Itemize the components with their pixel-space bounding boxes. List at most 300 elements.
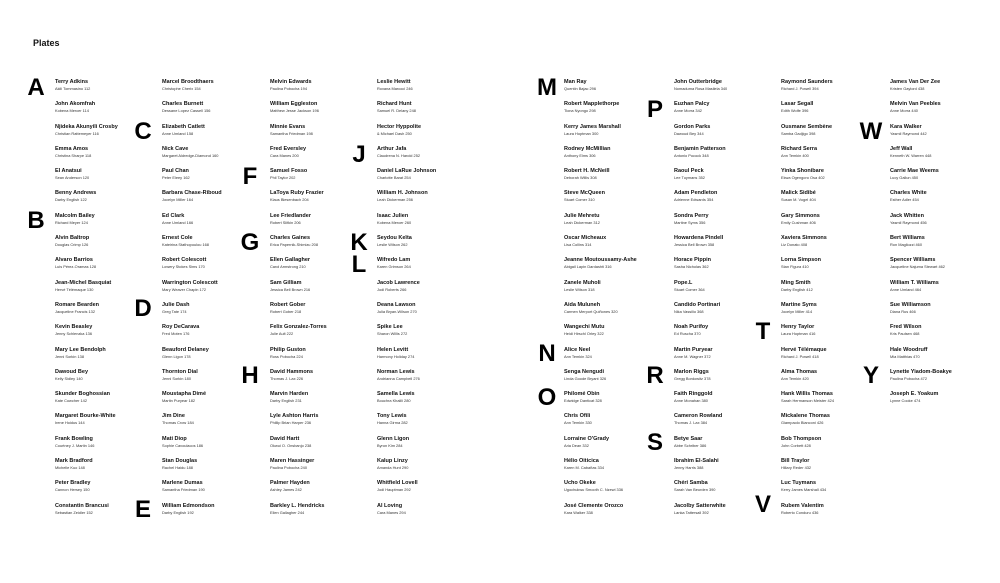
artist-name: Stan Douglas [162, 458, 198, 465]
artist-name: Jack Whitten [890, 212, 924, 219]
artist-name: Palmer Hayden [270, 480, 310, 487]
artist-name: Julie Mehretu [564, 212, 600, 219]
author-page: Ugochukwu Smooth C. Nzewi 336 [564, 487, 624, 493]
index-entry [377, 101, 477, 123]
index-entry [564, 124, 664, 146]
artist-name: William H. Johnson [377, 190, 428, 197]
index-entry [270, 101, 370, 123]
section-letter: E [134, 496, 151, 523]
author-page: Kerry James Marshall 434 [781, 487, 827, 493]
author-page: Rachel Haidu 188 [162, 465, 193, 471]
author-page: Jenny Harris 388 [674, 465, 704, 471]
section-letter: P [646, 96, 663, 123]
artist-name: Constantin Brancusi [55, 502, 109, 509]
author-page: Phillip Brian Harper 236 [270, 420, 312, 426]
artist-name: Rubem Valentim [781, 502, 824, 509]
author-page: Anne Monahan 380 [674, 398, 708, 404]
artist-name: Betye Saar [674, 435, 703, 442]
author-page: Kara Walker 338 [564, 509, 593, 515]
artist-name: Kevin Beasley [55, 324, 93, 331]
index-entry [55, 190, 155, 212]
author-page: Giampaolo Bianconi 426 [781, 420, 824, 426]
artist-name: Álvaro Barrios [55, 257, 93, 264]
artist-name: Noah Purifoy [674, 324, 709, 331]
index-entry [162, 124, 262, 146]
author-page: Matthew Jesse Jackson 196 [270, 108, 319, 114]
artist-name: Raymond Saunders [781, 79, 833, 85]
author-page: Sean Anderson 120 [55, 175, 90, 181]
author-page: Nika Vassilio 368 [674, 308, 704, 314]
artist-name: Felix Gonzalez-Torres [270, 324, 327, 331]
artist-name: Moustapha Dimé [162, 391, 207, 398]
index-entry [890, 190, 990, 212]
index-entry [55, 458, 155, 480]
artist-name: John Akomfrah [55, 101, 96, 108]
index-entry [377, 146, 477, 168]
author-page: Irene Hoidus 144 [55, 420, 85, 426]
index-entry [674, 391, 774, 413]
author-page: Charlotte Barat 254 [377, 175, 411, 181]
author-page: Kristen Gaylord 438 [890, 86, 925, 91]
author-page: Ron Magliozzi 460 [890, 242, 923, 248]
artist-name: Howardena Pindell [674, 235, 724, 242]
index-entry [55, 213, 155, 235]
author-page: Ross Pobocha 224 [270, 353, 303, 359]
artist-name: Paul Chan [162, 168, 189, 175]
index-entry [270, 413, 370, 435]
artist-name: Kerry James Marshall [564, 123, 621, 130]
artist-name: Richard Hunt [377, 101, 412, 108]
artist-name: Lyle Ashton Harris [270, 413, 319, 420]
section-letter: M [537, 74, 557, 101]
index-entry [674, 124, 774, 146]
artist-name: Ernest Cole [162, 235, 193, 242]
index-entry [890, 101, 990, 123]
artist-name: Hector Hyppolite [377, 123, 422, 130]
artist-name: Wangechi Mutu [564, 324, 605, 331]
index-column [781, 79, 881, 525]
index-entry [377, 213, 477, 235]
index-entry [781, 324, 881, 346]
section-letter: F [242, 163, 258, 190]
author-page: Ekwa Ogengoro Osa 402 [781, 175, 825, 181]
author-page: Kris Paulsen 468 [890, 331, 920, 337]
index-entry [270, 458, 370, 480]
author-page: Samantha Friedman 198 [270, 130, 313, 136]
index-entry [55, 436, 155, 458]
index-entry [674, 235, 774, 257]
artist-name: Warrington Colescott [162, 279, 218, 286]
index-entry [270, 324, 370, 346]
index-entry [564, 458, 664, 480]
artist-name: Oscar Micheaux [564, 235, 607, 242]
author-page: John Corbett 428 [781, 442, 811, 448]
artist-name: Robert Colescott [162, 257, 207, 264]
author-page: Sarah Hermanson Meister 424 [781, 398, 834, 404]
artist-name: Lorna Simpson [781, 257, 822, 264]
artist-name: Hank Willis Thomas [781, 391, 833, 398]
author-page: Richard J. Powell 418 [781, 353, 819, 359]
author-page: Robert Gober 218 [270, 308, 302, 314]
index-column [564, 79, 664, 525]
author-page: Thomas Crow 184 [162, 420, 194, 426]
artist-name: Lasar Segall [781, 101, 814, 108]
author-page: Jocelyn Miller 414 [781, 308, 813, 314]
section-letter: Y [862, 362, 879, 389]
author-page: Stuart Comer 364 [674, 286, 705, 292]
index-entry [377, 280, 477, 302]
author-page: Diana Rus 466 [890, 308, 916, 314]
artist-name: Seydou Keïta [377, 235, 412, 242]
index-entry [270, 190, 370, 212]
artist-name: Fred Eversley [270, 145, 307, 152]
artist-name: Marcel Broodthaers [162, 79, 214, 85]
author-page: Carol Armstrong 210 [270, 264, 306, 270]
index-entry [377, 235, 477, 257]
artist-name: Faith Ringgold [674, 391, 713, 398]
artist-name: Frank Bowling [55, 435, 93, 442]
author-page: Abigail Lapin Dardashti 316 [564, 264, 612, 270]
artist-name: Rodney McMillian [564, 145, 611, 152]
artist-name: Malick Sidibé [781, 190, 816, 197]
author-page: Yasmil Raymond 442 [890, 130, 927, 136]
index-entry [890, 235, 990, 257]
artist-name: Robert Gober [270, 301, 306, 308]
author-page: Adrienne Edwards 354 [674, 197, 714, 203]
artist-name: Charles Gaines [270, 235, 311, 242]
artist-name: Julie Dash [162, 301, 190, 308]
author-page: Leslie Wilson 262 [377, 242, 408, 248]
index-entry [564, 324, 664, 346]
artist-name: Luc Tuymans [781, 480, 817, 487]
index-entry [55, 79, 155, 101]
artist-name: Glenn Ligon [377, 435, 410, 442]
index-entry [377, 347, 477, 369]
index-entry [564, 213, 664, 235]
index-entry [890, 168, 990, 190]
author-page: Ellen Gallagher 244 [270, 509, 305, 515]
index-entry [674, 168, 774, 190]
author-page: Edwidge Danticat 328 [564, 398, 602, 404]
index-entry [377, 503, 477, 525]
index-entry [781, 190, 881, 212]
artist-name: Dawoud Bey [55, 368, 89, 375]
artist-name: Ming Smith [781, 279, 811, 286]
artist-name: Peter Bradley [55, 480, 91, 487]
index-entry [564, 190, 664, 212]
index-entry [270, 503, 370, 525]
author-page: Mary Weaver Chapin 172 [162, 286, 207, 292]
index-entry [781, 213, 881, 235]
artist-name: Roy DeCarava [162, 324, 200, 331]
author-page: Ed Ruscha 370 [674, 331, 701, 337]
artist-name: Martine Syms [781, 301, 817, 308]
index-entry [270, 391, 370, 413]
index-entry [55, 146, 155, 168]
index-entry [55, 324, 155, 346]
author-page: Leslie Wilson 318 [564, 286, 595, 292]
index-entry [674, 190, 774, 212]
author-page: Anne Morra 440 [890, 108, 918, 114]
author-page: Kobena Mercer 260 [377, 219, 412, 225]
index-entry [781, 480, 881, 502]
index-entry [55, 391, 155, 413]
index-entry [377, 168, 477, 190]
author-page: Darby English 192 [162, 509, 194, 515]
index-entry [162, 458, 262, 480]
artist-name: Alice Neel [564, 346, 591, 353]
section-letter: T [755, 318, 771, 345]
author-page: Yasmil Raymond 456 [890, 219, 927, 225]
artist-name: Barbara Chase-Riboud [162, 190, 222, 197]
index-entry [781, 413, 881, 435]
artist-name: Lynette Yiadom-Boakye [890, 368, 952, 375]
index-entry [55, 347, 155, 369]
author-page: & Michael Dash 250 [377, 130, 412, 136]
artist-name: Deana Lawson [377, 301, 416, 308]
section-letter: H [241, 362, 259, 389]
author-page: Susan M. Vogel 404 [781, 197, 816, 203]
index-entry [377, 369, 477, 391]
index-entry [674, 257, 774, 279]
index-entry [890, 347, 990, 369]
section-letter: B [27, 207, 45, 234]
author-page: Jacqueline Najuma Stewart 462 [890, 264, 945, 270]
index-entry [377, 257, 477, 279]
index-entry [564, 168, 664, 190]
index-entry [564, 280, 664, 302]
author-page: Hillary Reder 432 [781, 465, 812, 471]
artist-name: Ellen Gallagher [270, 257, 311, 264]
author-page: Kobena Mercer 114 [55, 108, 89, 114]
index-entry [162, 324, 262, 346]
artist-name: Lorraine O'Grady [564, 435, 610, 442]
section-letter: S [646, 429, 663, 456]
author-page: Samantha Friedman 190 [162, 487, 205, 493]
artist-name: Zanele Muholi [564, 279, 601, 286]
artist-name: Norman Lewis [377, 368, 415, 375]
index-entry [890, 257, 990, 279]
index-entry [890, 124, 990, 146]
index-entry [890, 79, 990, 101]
author-page: Okwui O. Onsbanjo 238 [270, 442, 312, 448]
artist-name: Chéri Samba [674, 480, 708, 487]
index-entry [564, 257, 664, 279]
index-entry [674, 146, 774, 168]
index-entry [564, 235, 664, 257]
artist-name: Leslie Hewitt [377, 79, 411, 85]
index-entry [781, 146, 881, 168]
author-page: Dessane Lopez Cassell 156 [162, 108, 211, 114]
section-letter: C [134, 118, 152, 145]
index-entry [55, 413, 155, 435]
index-entry [162, 79, 262, 101]
index-entry [377, 436, 477, 458]
index-entry [674, 347, 774, 369]
index-entry [270, 280, 370, 302]
artist-name: Ousmane Sembène [781, 123, 833, 130]
index-entry [890, 391, 990, 413]
artist-name: Charles White [890, 190, 927, 197]
index-entry [674, 413, 774, 435]
author-page: Jessica Bell Brown 358 [674, 242, 715, 248]
artist-name: José Clemente Orozco [564, 502, 624, 509]
section-letter: V [754, 491, 771, 518]
author-page: Courtney J. Martin 146 [55, 442, 95, 448]
artist-name: Jeff Wall [890, 145, 913, 152]
author-page: Julia Bryan-Wilson 270 [377, 308, 417, 314]
author-page: Anne M. Wagner 372 [674, 353, 711, 359]
author-page: Jenny Schlenzka 136 [55, 331, 92, 337]
author-page: Deborah Willis 308 [564, 175, 597, 181]
author-page: Anthony Elms 306 [564, 152, 596, 158]
author-page: Sarah Van Beurden 390 [674, 487, 716, 493]
artist-name: Margaret Bourke-White [55, 413, 116, 420]
index-entry [162, 257, 262, 279]
artist-name: Benjamin Patterson [674, 145, 726, 152]
author-page: Hanna Girma 282 [377, 420, 408, 426]
index-entry [162, 101, 262, 123]
artist-name: Hervé Télémaque [781, 346, 827, 353]
index-entry [890, 213, 990, 235]
artist-name: Ucho Okeke [564, 480, 596, 487]
author-page: Richard Meyer 124 [55, 219, 88, 225]
index-entry [270, 436, 370, 458]
index-entry [162, 190, 262, 212]
author-page: Jocelyn Miller 164 [162, 197, 194, 203]
author-page: Douglas Crimp 126 [55, 242, 89, 248]
artist-name: Bob Thompson [781, 435, 822, 442]
index-entry [162, 503, 262, 525]
author-page: Darby English 412 [781, 286, 813, 292]
artist-name: Nick Cave [162, 145, 189, 152]
author-page: Liz Donato 408 [781, 242, 808, 248]
author-page: Harmony Holiday 274 [377, 353, 415, 359]
author-page: Amanda Hunt 290 [377, 465, 409, 471]
author-page: Christian Rattemeyer 116 [55, 130, 99, 136]
author-page: Christophe Cherix 154 [162, 86, 201, 91]
author-page: Martin Puryear 182 [162, 398, 196, 404]
author-page: Ann Temkin 330 [564, 420, 592, 426]
artist-name: Emma Amos [55, 145, 89, 152]
author-page: Bouchra Khalili 280 [377, 398, 411, 404]
index-entry [781, 458, 881, 480]
section-letter: G [240, 229, 260, 256]
artist-name: Aida Muluneh [564, 301, 601, 308]
artist-name: Jacob Lawrence [377, 279, 420, 286]
index-entry [377, 302, 477, 324]
section-letter: W [859, 118, 883, 145]
index-entry [781, 235, 881, 257]
author-page: Kateirina Stathopoulou 168 [162, 242, 209, 248]
index-entry [564, 503, 664, 525]
index-entry [377, 480, 477, 502]
artist-name: Henry Taylor [781, 324, 815, 331]
index-entry [674, 101, 774, 123]
index-entry [674, 213, 774, 235]
author-page: Sebastian Zeidler 152 [55, 509, 93, 515]
author-page: Michelle Kuo 148 [55, 465, 85, 471]
index-entry [55, 257, 155, 279]
author-page: Karen M. Cabañas 334 [564, 465, 605, 471]
artist-name: Njideka Akunyili Crosby [55, 123, 118, 130]
author-page: Laura Hoptman 416 [781, 331, 816, 337]
artist-name: Melvin Van Peebles [890, 101, 941, 108]
author-page: Leah Dickerman 312 [564, 219, 600, 225]
index-entry [890, 302, 990, 324]
author-page: Jessica Bell Brown 216 [270, 286, 311, 292]
artist-name: Steve McQueen [564, 190, 605, 197]
index-entry [55, 168, 155, 190]
index-column [162, 79, 262, 525]
author-page: Tiona Nyongo 298 [564, 108, 596, 114]
index-entry [162, 302, 262, 324]
index-entry [674, 369, 774, 391]
index-entry [674, 79, 774, 101]
author-page: Julie Ault 222 [270, 331, 294, 337]
author-page: Peter Eleey 162 [162, 175, 190, 181]
author-page: Kate Cowcher 142 [55, 398, 88, 404]
author-page: Jenni Sorkin 138 [55, 353, 84, 359]
artist-name: Melvin Edwards [270, 79, 312, 85]
author-page: Jenni Sorkin 180 [162, 375, 191, 381]
index-entry [564, 391, 664, 413]
author-page: Fred Moten 176 [162, 331, 190, 337]
section-letter: L [351, 251, 367, 278]
artist-name: David Hammons [270, 368, 314, 375]
index-entry [270, 302, 370, 324]
index-entry [674, 280, 774, 302]
author-page: Lucy Gallun 450 [890, 175, 919, 181]
author-page: Claudrena N. Harold 252 [377, 152, 421, 158]
author-page: Phil Taylor 202 [270, 175, 296, 181]
index-entry [890, 324, 990, 346]
artist-name: Minnie Evans [270, 123, 306, 130]
index-entry [270, 480, 370, 502]
author-page: Andrianna Campbell 276 [377, 375, 420, 381]
index-entry [270, 168, 370, 190]
author-page: Byron Kim 284 [377, 442, 403, 448]
artist-name: William Edmondson [162, 502, 215, 509]
author-page: Robert Slifkin 206 [270, 219, 301, 225]
index-entry [781, 436, 881, 458]
index-entry [377, 190, 477, 212]
artist-name: Daniel LaRue Johnson [377, 168, 437, 175]
artist-name: Hélio Oiticica [564, 458, 599, 465]
artist-name: Mickalene Thomas [781, 413, 830, 420]
index-entry [674, 458, 774, 480]
artist-name: Jeanne Moutoussamy-Ashe [564, 257, 637, 264]
author-page: Christina Sharpe 118 [55, 152, 92, 158]
author-page: Hervé Télémaque 130 [55, 286, 94, 292]
artist-name: Martin Puryear [674, 346, 713, 353]
artist-name: Cameron Rowland [674, 413, 723, 420]
author-page: Jodi Roberts 266 [377, 286, 407, 292]
section-letter: D [134, 295, 152, 322]
artist-name: Tony Lewis [377, 413, 407, 420]
index-entry [674, 436, 774, 458]
author-page: Linda Goode Bryant 326 [564, 375, 607, 381]
author-page: Heidi Hirschl Orley 322 [564, 331, 604, 337]
artist-name: Mary Lee Bendolph [55, 346, 106, 353]
index-entry [781, 257, 881, 279]
author-page: Lanka Tattersall 392 [674, 509, 709, 515]
author-page: Anne Umland 158 [162, 130, 194, 136]
page-title: Plates [33, 38, 60, 48]
index-entry [377, 324, 477, 346]
artist-name: Horace Pippin [674, 257, 711, 264]
artist-name: Senga Nengudi [564, 368, 605, 375]
